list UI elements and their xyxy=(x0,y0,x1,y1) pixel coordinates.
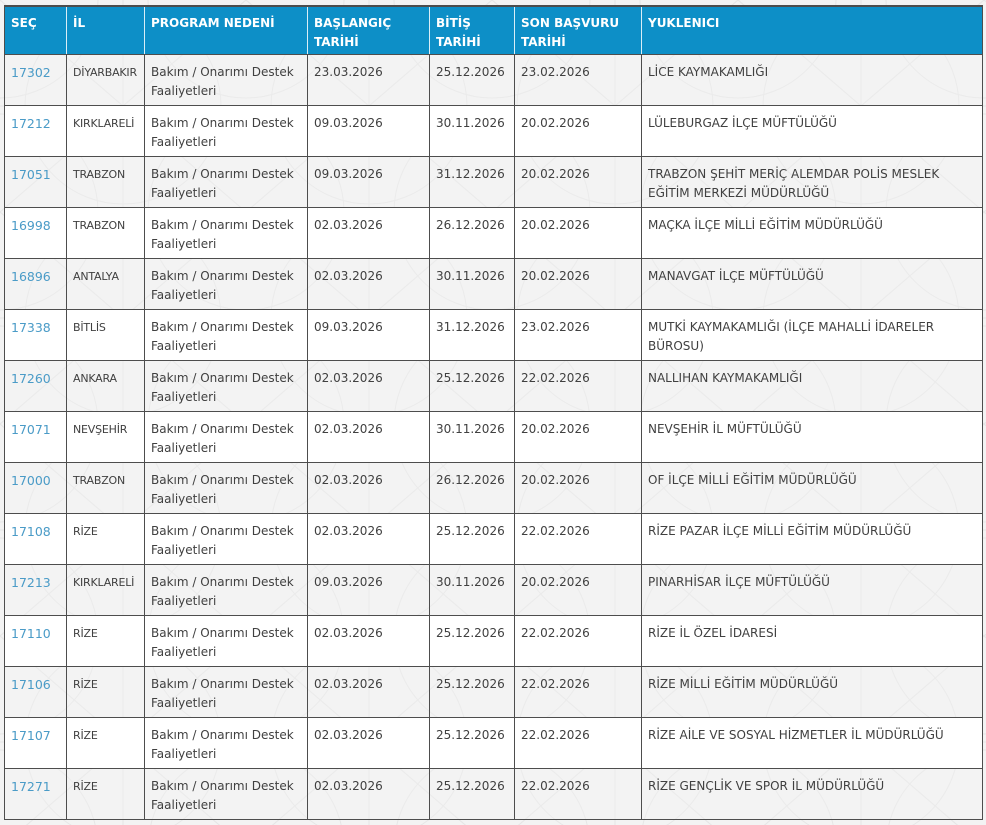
table-row xyxy=(5,768,983,819)
table-row xyxy=(5,564,983,615)
cell-son_basvuru: 20.02.2026 xyxy=(515,207,642,258)
cell-baslangic: 09.03.2026 xyxy=(308,309,430,360)
cell-program: Bakım / Onarımı Destek Faaliyetleri xyxy=(145,309,308,360)
cell-baslangic: 02.03.2026 xyxy=(308,513,430,564)
cell-bitis: 30.11.2026 xyxy=(430,564,515,615)
cell-yuklenici: RİZE MİLLİ EĞİTİM MÜDÜRLÜĞÜ xyxy=(642,666,983,717)
table-header-row xyxy=(5,6,983,54)
cell-program: Bakım / Onarımı Destek Faaliyetleri xyxy=(145,207,308,258)
cell-baslangic: 09.03.2026 xyxy=(308,564,430,615)
cell-baslangic: 09.03.2026 xyxy=(308,156,430,207)
cell-yuklenici: RİZE GENÇLİK VE SPOR İL MÜDÜRLÜĞÜ xyxy=(642,768,983,819)
program-id-link[interactable]: 17051 xyxy=(11,166,51,182)
program-id-link[interactable]: 17213 xyxy=(11,574,51,590)
column-header-baslangic: BAŞLANGIÇ TARİHİ xyxy=(308,6,430,54)
cell-baslangic: 02.03.2026 xyxy=(308,360,430,411)
cell-program: Bakım / Onarımı Destek Faaliyetleri xyxy=(145,564,308,615)
program-id-link[interactable]: 17110 xyxy=(11,625,51,641)
table-row xyxy=(5,615,983,666)
cell-sec xyxy=(5,564,67,615)
cell-yuklenici: PINARHİSAR İLÇE MÜFTÜLÜĞÜ xyxy=(642,564,983,615)
cell-sec xyxy=(5,513,67,564)
cell-il: TRABZON xyxy=(67,462,145,513)
cell-il: RİZE xyxy=(67,717,145,768)
cell-baslangic: 02.03.2026 xyxy=(308,768,430,819)
cell-sec xyxy=(5,360,67,411)
cell-program: Bakım / Onarımı Destek Faaliyetleri xyxy=(145,513,308,564)
cell-il: ANKARA xyxy=(67,360,145,411)
cell-il: RİZE xyxy=(67,666,145,717)
cell-sec xyxy=(5,156,67,207)
cell-sec xyxy=(5,462,67,513)
cell-baslangic: 02.03.2026 xyxy=(308,258,430,309)
cell-yuklenici: OF İLÇE MİLLİ EĞİTİM MÜDÜRLÜĞÜ xyxy=(642,462,983,513)
cell-baslangic: 02.03.2026 xyxy=(308,666,430,717)
column-header-sec: SEÇ xyxy=(5,6,67,54)
table-row xyxy=(5,717,983,768)
cell-bitis: 25.12.2026 xyxy=(430,513,515,564)
table-row xyxy=(5,309,983,360)
cell-sec xyxy=(5,258,67,309)
column-header-il: İL xyxy=(67,6,145,54)
cell-sec xyxy=(5,54,67,105)
cell-sec xyxy=(5,666,67,717)
cell-bitis: 25.12.2026 xyxy=(430,666,515,717)
cell-yuklenici: NALLIHAN KAYMAKAMLIĞI xyxy=(642,360,983,411)
cell-bitis: 25.12.2026 xyxy=(430,717,515,768)
cell-bitis: 25.12.2026 xyxy=(430,54,515,105)
cell-son_basvuru: 20.02.2026 xyxy=(515,156,642,207)
table-row xyxy=(5,360,983,411)
program-id-link[interactable]: 17106 xyxy=(11,676,51,692)
table-row xyxy=(5,666,983,717)
cell-son_basvuru: 22.02.2026 xyxy=(515,717,642,768)
cell-program: Bakım / Onarımı Destek Faaliyetleri xyxy=(145,156,308,207)
cell-son_basvuru: 22.02.2026 xyxy=(515,513,642,564)
cell-bitis: 26.12.2026 xyxy=(430,207,515,258)
cell-program: Bakım / Onarımı Destek Faaliyetleri xyxy=(145,258,308,309)
cell-sec xyxy=(5,411,67,462)
programs-table xyxy=(4,5,983,820)
cell-sec xyxy=(5,717,67,768)
cell-il: BİTLİS xyxy=(67,309,145,360)
column-header-son-basvuru: SON BAŞVURU TARİHİ xyxy=(515,6,642,54)
cell-il: ANTALYA xyxy=(67,258,145,309)
cell-bitis: 30.11.2026 xyxy=(430,105,515,156)
cell-bitis: 25.12.2026 xyxy=(430,360,515,411)
table-row xyxy=(5,105,983,156)
table-row xyxy=(5,207,983,258)
column-header-program: PROGRAM NEDENİ xyxy=(145,6,308,54)
cell-il: DİYARBAKIR xyxy=(67,54,145,105)
cell-il: TRABZON xyxy=(67,156,145,207)
cell-baslangic: 02.03.2026 xyxy=(308,411,430,462)
cell-son_basvuru: 20.02.2026 xyxy=(515,258,642,309)
cell-yuklenici: RİZE AİLE VE SOSYAL HİZMETLER İL MÜDÜRLÜĞÜ xyxy=(642,717,983,768)
column-header-bitis: BİTİŞ TARİHİ xyxy=(430,6,515,54)
column-header-yuklenici: YUKLENICI xyxy=(642,6,983,54)
table-row xyxy=(5,462,983,513)
cell-yuklenici: RİZE İL ÖZEL İDARESİ xyxy=(642,615,983,666)
cell-baslangic: 09.03.2026 xyxy=(308,105,430,156)
cell-program: Bakım / Onarımı Destek Faaliyetleri xyxy=(145,666,308,717)
cell-son_basvuru: 23.02.2026 xyxy=(515,309,642,360)
program-id-link[interactable]: 17071 xyxy=(11,421,51,437)
program-id-link[interactable]: 17271 xyxy=(11,778,51,794)
cell-bitis: 31.12.2026 xyxy=(430,309,515,360)
cell-il: RİZE xyxy=(67,615,145,666)
cell-bitis: 31.12.2026 xyxy=(430,156,515,207)
cell-yuklenici: LİCE KAYMAKAMLIĞI xyxy=(642,54,983,105)
cell-bitis: 25.12.2026 xyxy=(430,615,515,666)
program-id-link[interactable]: 17000 xyxy=(11,472,51,488)
cell-sec xyxy=(5,309,67,360)
cell-program: Bakım / Onarımı Destek Faaliyetleri xyxy=(145,615,308,666)
cell-program: Bakım / Onarımı Destek Faaliyetleri xyxy=(145,54,308,105)
program-id-link[interactable]: 16998 xyxy=(11,217,51,233)
cell-son_basvuru: 22.02.2026 xyxy=(515,360,642,411)
cell-son_basvuru: 20.02.2026 xyxy=(515,411,642,462)
cell-sec xyxy=(5,768,67,819)
cell-il: KIRKLARELİ xyxy=(67,105,145,156)
cell-yuklenici: MANAVGAT İLÇE MÜFTÜLÜĞÜ xyxy=(642,258,983,309)
cell-son_basvuru: 20.02.2026 xyxy=(515,462,642,513)
cell-il: NEVŞEHİR xyxy=(67,411,145,462)
cell-son_basvuru: 20.02.2026 xyxy=(515,105,642,156)
cell-baslangic: 23.03.2026 xyxy=(308,54,430,105)
cell-son_basvuru: 22.02.2026 xyxy=(515,768,642,819)
cell-son_basvuru: 22.02.2026 xyxy=(515,615,642,666)
cell-baslangic: 02.03.2026 xyxy=(308,207,430,258)
cell-baslangic: 02.03.2026 xyxy=(308,462,430,513)
cell-sec xyxy=(5,615,67,666)
cell-son_basvuru: 20.02.2026 xyxy=(515,564,642,615)
program-id-link[interactable]: 17260 xyxy=(11,370,51,386)
cell-program: Bakım / Onarımı Destek Faaliyetleri xyxy=(145,462,308,513)
cell-program: Bakım / Onarımı Destek Faaliyetleri xyxy=(145,717,308,768)
program-id-link[interactable]: 17108 xyxy=(11,523,51,539)
table-body xyxy=(5,54,983,819)
table-row xyxy=(5,513,983,564)
program-id-link[interactable]: 16896 xyxy=(11,268,51,284)
program-id-link[interactable]: 17212 xyxy=(11,115,51,131)
cell-program: Bakım / Onarımı Destek Faaliyetleri xyxy=(145,411,308,462)
cell-il: TRABZON xyxy=(67,207,145,258)
cell-yuklenici: MAÇKA İLÇE MİLLİ EĞİTİM MÜDÜRLÜĞÜ xyxy=(642,207,983,258)
cell-yuklenici: MUTKİ KAYMAKAMLIĞI (İLÇE MAHALLİ İDARELER BÜROSU) xyxy=(642,309,983,360)
table-row xyxy=(5,411,983,462)
cell-son_basvuru: 22.02.2026 xyxy=(515,666,642,717)
cell-il: RİZE xyxy=(67,768,145,819)
cell-baslangic: 02.03.2026 xyxy=(308,615,430,666)
cell-bitis: 30.11.2026 xyxy=(430,411,515,462)
cell-il: RİZE xyxy=(67,513,145,564)
table-row xyxy=(5,54,983,105)
cell-baslangic: 02.03.2026 xyxy=(308,717,430,768)
cell-program: Bakım / Onarımı Destek Faaliyetleri xyxy=(145,105,308,156)
cell-bitis: 30.11.2026 xyxy=(430,258,515,309)
table-row xyxy=(5,156,983,207)
cell-son_basvuru: 23.02.2026 xyxy=(515,54,642,105)
cell-bitis: 26.12.2026 xyxy=(430,462,515,513)
cell-il: KIRKLARELİ xyxy=(67,564,145,615)
program-id-link[interactable]: 17302 xyxy=(11,64,51,80)
cell-sec xyxy=(5,105,67,156)
cell-yuklenici: LÜLEBURGAZ İLÇE MÜFTÜLÜĞÜ xyxy=(642,105,983,156)
cell-sec xyxy=(5,207,67,258)
cell-program: Bakım / Onarımı Destek Faaliyetleri xyxy=(145,768,308,819)
cell-yuklenici: RİZE PAZAR İLÇE MİLLİ EĞİTİM MÜDÜRLÜĞÜ xyxy=(642,513,983,564)
cell-yuklenici: NEVŞEHİR İL MÜFTÜLÜĞÜ xyxy=(642,411,983,462)
cell-yuklenici: TRABZON ŞEHİT MERİÇ ALEMDAR POLİS MESLEK EĞİTİM MERKEZİ MÜDÜRLÜĞÜ xyxy=(642,156,983,207)
table-row xyxy=(5,258,983,309)
program-id-link[interactable]: 17107 xyxy=(11,727,51,743)
cell-program: Bakım / Onarımı Destek Faaliyetleri xyxy=(145,360,308,411)
cell-bitis: 25.12.2026 xyxy=(430,768,515,819)
program-id-link[interactable]: 17338 xyxy=(11,319,51,335)
